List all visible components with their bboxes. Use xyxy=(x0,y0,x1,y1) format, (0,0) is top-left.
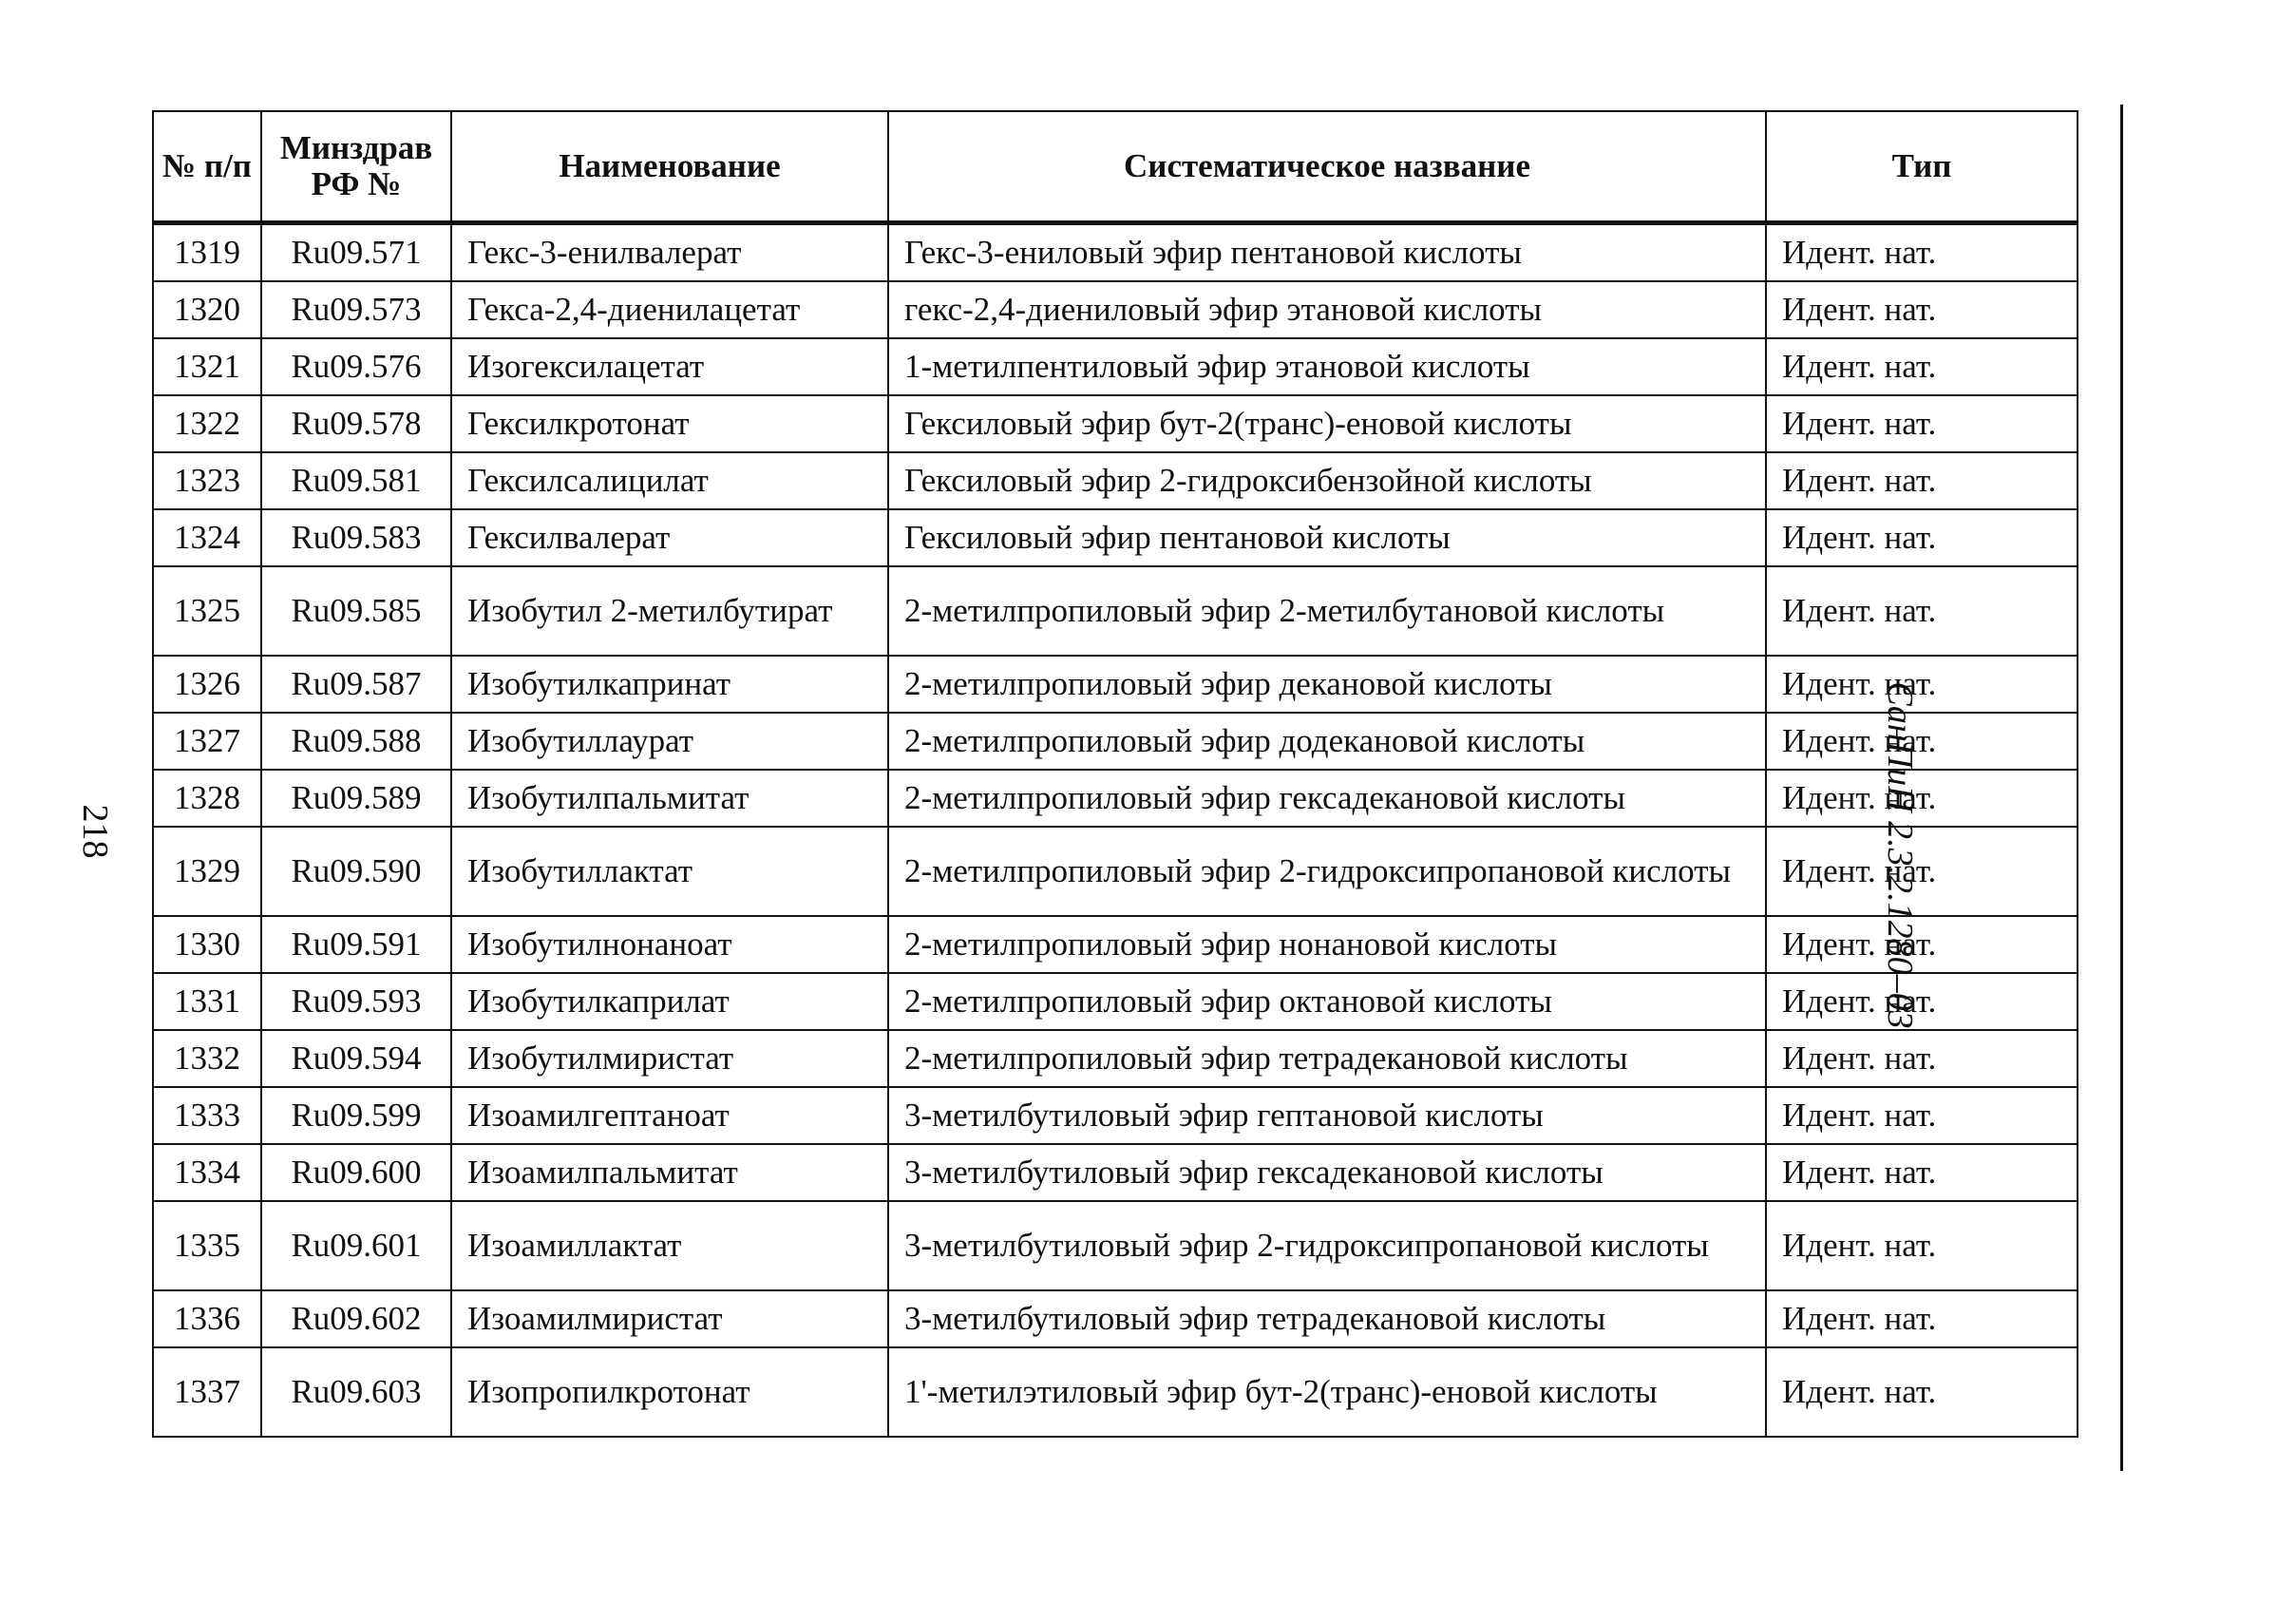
cell-systematic: 3-метилбутиловый эфир 2-гидроксипропановой кислоты xyxy=(888,1201,1766,1290)
header-row xyxy=(153,111,2078,223)
cell-num: 1322 xyxy=(153,395,261,452)
cell-num: 1331 xyxy=(153,973,261,1030)
cell-type: Идент. нат. xyxy=(1766,566,2078,656)
cell-type: Идент. нат. xyxy=(1766,656,2078,713)
header-systematic: Систематическое название xyxy=(888,111,1766,223)
table-row xyxy=(153,509,2078,566)
cell-code: Ru09.583 xyxy=(261,509,451,566)
cell-type: Идент. нат. xyxy=(1766,827,2078,916)
cell-type: Идент. нат. xyxy=(1766,281,2078,338)
cell-name: Гекса-2,4-диенилацетат xyxy=(451,281,888,338)
cell-type: Идент. нат. xyxy=(1766,223,2078,282)
cell-type: Идент. нат. xyxy=(1766,973,2078,1030)
header-num: № п/п xyxy=(153,111,261,223)
cell-code: Ru09.581 xyxy=(261,452,451,509)
cell-systematic: 2-метилпропиловый эфир гексадекановой кислоты xyxy=(888,770,1766,827)
cell-name: Изобутиллактат xyxy=(451,827,888,916)
cell-type: Идент. нат. xyxy=(1766,1030,2078,1087)
cell-num: 1327 xyxy=(153,713,261,770)
cell-code: Ru09.602 xyxy=(261,1290,451,1347)
cell-name: Изобутил 2-метилбутират xyxy=(451,566,888,656)
header-name: Наименование xyxy=(451,111,888,223)
cell-name: Изобутилкаприлат xyxy=(451,973,888,1030)
cell-type: Идент. нат. xyxy=(1766,916,2078,973)
cell-num: 1335 xyxy=(153,1201,261,1290)
table-row xyxy=(153,281,2078,338)
cell-code: Ru09.571 xyxy=(261,223,451,282)
cell-num: 1320 xyxy=(153,281,261,338)
cell-code: Ru09.600 xyxy=(261,1144,451,1201)
cell-type: Идент. нат. xyxy=(1766,1087,2078,1144)
cell-code: Ru09.601 xyxy=(261,1201,451,1290)
table-row xyxy=(153,1290,2078,1347)
page-number: 218 xyxy=(75,804,115,859)
cell-name: Изоамилпальмитат xyxy=(451,1144,888,1201)
cell-systematic: 1'-метилэтиловый эфир бут-2(транс)-еновой кислоты xyxy=(888,1347,1766,1437)
cell-num: 1334 xyxy=(153,1144,261,1201)
cell-type: Идент. нат. xyxy=(1766,713,2078,770)
cell-systematic: Гексиловый эфир пентановой кислоты xyxy=(888,509,1766,566)
cell-code: Ru09.589 xyxy=(261,770,451,827)
cell-code: Ru09.591 xyxy=(261,916,451,973)
cell-systematic: 2-метилпропиловый эфир нонановой кислоты xyxy=(888,916,1766,973)
table-row xyxy=(153,223,2078,282)
cell-name: Изобутилпальмитат xyxy=(451,770,888,827)
cell-name: Изобутилнонаноат xyxy=(451,916,888,973)
running-header: СанПиН 2.3.2.1280–03 xyxy=(1880,681,1920,1029)
cell-num: 1337 xyxy=(153,1347,261,1437)
table-row xyxy=(153,395,2078,452)
table-row xyxy=(153,1030,2078,1087)
table-row xyxy=(153,713,2078,770)
table-row xyxy=(153,770,2078,827)
table-row xyxy=(153,566,2078,656)
cell-type: Идент. нат. xyxy=(1766,1201,2078,1290)
cell-num: 1321 xyxy=(153,338,261,395)
cell-code: Ru09.590 xyxy=(261,827,451,916)
cell-num: 1330 xyxy=(153,916,261,973)
cell-name: Изогексилацетат xyxy=(451,338,888,395)
cell-systematic: 2-метилпропиловый эфир тетрадекановой кислоты xyxy=(888,1030,1766,1087)
cell-systematic: 2-метилпропиловый эфир додекановой кислоты xyxy=(888,713,1766,770)
cell-name: Изобутилмиристат xyxy=(451,1030,888,1087)
cell-name: Изоамиллактат xyxy=(451,1201,888,1290)
cell-systematic: 3-метилбутиловый эфир тетрадекановой кислоты xyxy=(888,1290,1766,1347)
cell-code: Ru09.593 xyxy=(261,973,451,1030)
cell-type: Идент. нат. xyxy=(1766,1290,2078,1347)
cell-systematic: 2-метилпропиловый эфир декановой кислоты xyxy=(888,656,1766,713)
cell-systematic: 3-метилбутиловый эфир гексадекановой кислоты xyxy=(888,1144,1766,1201)
cell-systematic: 2-метилпропиловый эфир октановой кислоты xyxy=(888,973,1766,1030)
table-row xyxy=(153,1144,2078,1201)
table-row xyxy=(153,338,2078,395)
cell-code: Ru09.603 xyxy=(261,1347,451,1437)
cell-name: Изобутилкапринат xyxy=(451,656,888,713)
cell-type: Идент. нат. xyxy=(1766,770,2078,827)
cell-name: Изобутиллаурат xyxy=(451,713,888,770)
cell-type: Идент. нат. xyxy=(1766,395,2078,452)
cell-name: Гексилкротонат xyxy=(451,395,888,452)
table-body xyxy=(153,223,2078,1438)
cell-type: Идент. нат. xyxy=(1766,1347,2078,1437)
header-code: Минздрав РФ № xyxy=(261,111,451,223)
cell-name: Гекс-3-енилвалерат xyxy=(451,223,888,282)
header-type: Тип xyxy=(1766,111,2078,223)
cell-code: Ru09.576 xyxy=(261,338,451,395)
table-row xyxy=(153,1087,2078,1144)
cell-systematic: Гексиловый эфир бут-2(транс)-еновой кислоты xyxy=(888,395,1766,452)
cell-systematic: гекс-2,4-диениловый эфир этановой кислоты xyxy=(888,281,1766,338)
cell-systematic: Гекс-3-ениловый эфир пентановой кислоты xyxy=(888,223,1766,282)
cell-num: 1332 xyxy=(153,1030,261,1087)
cell-num: 1329 xyxy=(153,827,261,916)
cell-code: Ru09.588 xyxy=(261,713,451,770)
cell-name: Изоамилмиристат xyxy=(451,1290,888,1347)
cell-systematic: 2-метилпропиловый эфир 2-гидроксипропановой кислоты xyxy=(888,827,1766,916)
cell-name: Гексилвалерат xyxy=(451,509,888,566)
cell-num: 1336 xyxy=(153,1290,261,1347)
cell-systematic: Гексиловый эфир 2-гидроксибензойной кислоты xyxy=(888,452,1766,509)
cell-num: 1325 xyxy=(153,566,261,656)
cell-code: Ru09.587 xyxy=(261,656,451,713)
cell-type: Идент. нат. xyxy=(1766,509,2078,566)
table-row xyxy=(153,452,2078,509)
cell-num: 1326 xyxy=(153,656,261,713)
table-row xyxy=(153,656,2078,713)
cell-num: 1324 xyxy=(153,509,261,566)
table-row xyxy=(153,973,2078,1030)
cell-name: Изопропилкротонат xyxy=(451,1347,888,1437)
table-header xyxy=(153,111,2078,223)
table-row xyxy=(153,916,2078,973)
cell-systematic: 3-метилбутиловый эфир гептановой кислоты xyxy=(888,1087,1766,1144)
table-row xyxy=(153,1347,2078,1437)
cell-code: Ru09.585 xyxy=(261,566,451,656)
cell-code: Ru09.594 xyxy=(261,1030,451,1087)
cell-code: Ru09.573 xyxy=(261,281,451,338)
cell-type: Идент. нат. xyxy=(1766,452,2078,509)
margin-rule xyxy=(2120,105,2123,1471)
cell-num: 1323 xyxy=(153,452,261,509)
additives-table xyxy=(152,110,2078,1438)
cell-num: 1328 xyxy=(153,770,261,827)
cell-code: Ru09.599 xyxy=(261,1087,451,1144)
cell-type: Идент. нат. xyxy=(1766,338,2078,395)
cell-systematic: 1-метилпентиловый эфир этановой кислоты xyxy=(888,338,1766,395)
cell-type: Идент. нат. xyxy=(1766,1144,2078,1201)
table-row xyxy=(153,827,2078,916)
cell-name: Гексилсалицилат xyxy=(451,452,888,509)
table-row xyxy=(153,1201,2078,1290)
cell-systematic: 2-метилпропиловый эфир 2-метилбутановой кислоты xyxy=(888,566,1766,656)
cell-num: 1333 xyxy=(153,1087,261,1144)
cell-code: Ru09.578 xyxy=(261,395,451,452)
cell-name: Изоамилгептаноат xyxy=(451,1087,888,1144)
cell-num: 1319 xyxy=(153,223,261,282)
